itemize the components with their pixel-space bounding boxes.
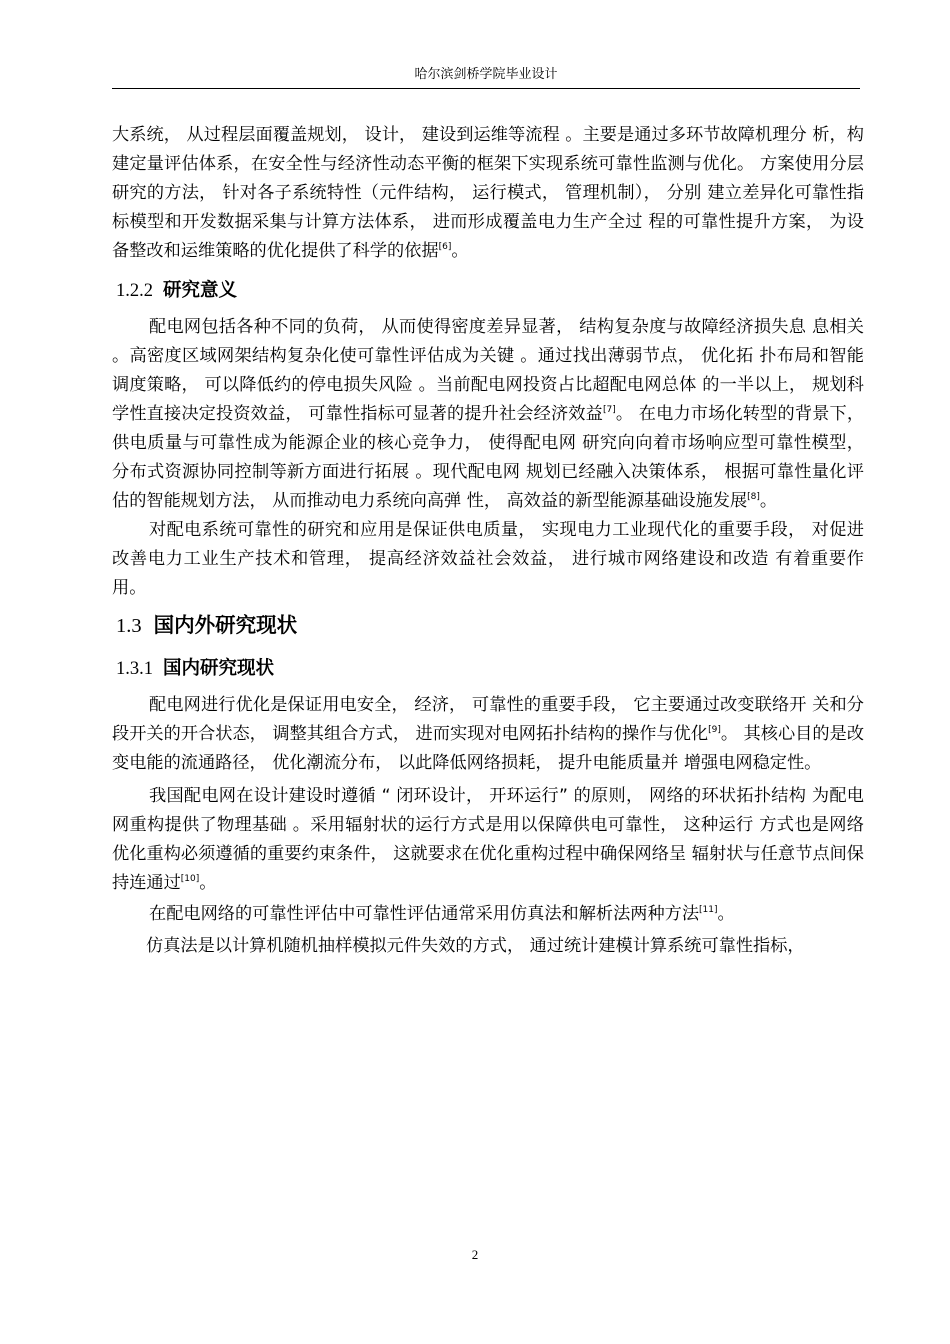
header-rule (112, 88, 860, 89)
section-title: 国内研究现状 (163, 658, 275, 679)
citation: [6] (438, 242, 452, 252)
section-number: 1.3.1 (116, 659, 153, 679)
section-heading-1-3-1 (116, 653, 864, 685)
paragraph-text: 。 在电力市场化转型的背景下， 供电质量与可靠性成为能源企业的核心竞争力， 使得配电网 研究向向着市场响应型可靠性模型， 分布式资源协同控制等新方面进行拓展 。现代配电网 规划已经融入决策体系， 根据可靠性量化评估的智能规划方法， 从而推动电力系统向高弹 性， 高效益的新型能源基础设施发展 (112, 404, 865, 511)
punctuation: 。 (199, 873, 217, 893)
paragraph-text: 。 其核心目的是改变电能的流通路径， 优化潮流分布， 以此降低网络损耗， 提升电能质量并 增强电网稳定性。 (112, 724, 865, 773)
section-title: 研究意义 (163, 280, 238, 301)
punctuation: 。 (451, 241, 469, 261)
running-header: 哈尔滨剑桥学院毕业设计 (414, 67, 558, 82)
paragraph-text: 配电网进行优化是保证用电安全， 经济， 可靠性的重要手段， 它主要通过改变联络开 关和分段开关的开合状态， 调整其组合方式， 进而实现对电网拓扑结构的操作与优化 (112, 695, 864, 744)
citation: [8] (747, 492, 760, 502)
paragraph-2 (112, 313, 864, 516)
paragraph-3: 对配电系统可靠性的研究和应用是保证供电质量， 实现电力工业现代化的重要手段， 对促进改善电力工业生产技术和管理， 提高经济效益社会效益， 进行城市网络建设和改造 有着重要作用。 (112, 520, 864, 598)
section-title: 国内外研究现状 (153, 613, 298, 637)
citation: [10] (180, 874, 200, 884)
punctuation: 。 (717, 904, 735, 924)
paragraph-4 (112, 691, 864, 778)
section-number: 1.3 (116, 615, 142, 637)
paragraph-text: 配电网包括各种不同的负荷， 从而使得密度差异显著， 结构复杂度与故障经济损失息 息相关 。高密度区域网架结构复杂化使可靠性评估成为关键 。通过找出薄弱节点， 优化拓 扑布局和智能调度策略， 可以降低约的停电损失风险 。当前配电网投资占比超配电网总体 的一半以上， 规划科学性直接决定投资效益， 可靠性指标可显著的提升社会经济效益 (112, 317, 864, 424)
paragraph-text: 我国配电网在设计建设时遵循 “ 闭环设计， 开环运行” 的原则， 网络的环状拓扑结构 为配电网重构提供了物理基础 。采用辐射状的运行方式是用以保障供电可靠性， 这种运行 方式也是网络优化重构必须遵循的重要约束条件， 这就要求在优化重构过程中确保网络呈 辐射状与任意节点间保持连通过 (112, 786, 864, 893)
citation: [9] (708, 725, 721, 735)
paragraph-1 (112, 121, 864, 266)
document-body (112, 121, 864, 961)
citation: [11] (699, 905, 718, 915)
paragraph-text: 在配电网络的可靠性评估中可靠性评估通常采用仿真法和解析法两种方法 (149, 904, 700, 924)
paragraph-6 (112, 900, 864, 929)
section-heading-1-3 (116, 607, 864, 644)
citation: [7] (602, 405, 616, 415)
section-heading-1-2-2 (116, 275, 864, 307)
paragraph-text: 大系统， 从过程层面覆盖规划， 设计， 建设到运维等流程 。主要是通过多环节故障机理分 析，构建定量评估体系，在安全性与经济性动态平衡的框架下实现系统可靠性监测与优化。 方案使用分层研究的方法， 针对各子系统特性（元件结构， 运行模式， 管理机制）， 分别 建立差异化可靠性指标模型和开发数据采集与计算方法体系， 进而形成覆盖电力生产全过 程的可靠性提升方案， 为设备整改和运维策略的优化提供了科学的依据 (112, 125, 864, 261)
page-number: 2 (471, 1247, 479, 1262)
punctuation: 。 (759, 491, 778, 511)
paragraph-5 (112, 782, 864, 898)
paragraph-7: 仿真法是以计算机随机抽样模拟元件失效的方式， 通过统计建模计算系统可靠性指标， (146, 936, 805, 956)
section-number: 1.2.2 (116, 281, 153, 301)
